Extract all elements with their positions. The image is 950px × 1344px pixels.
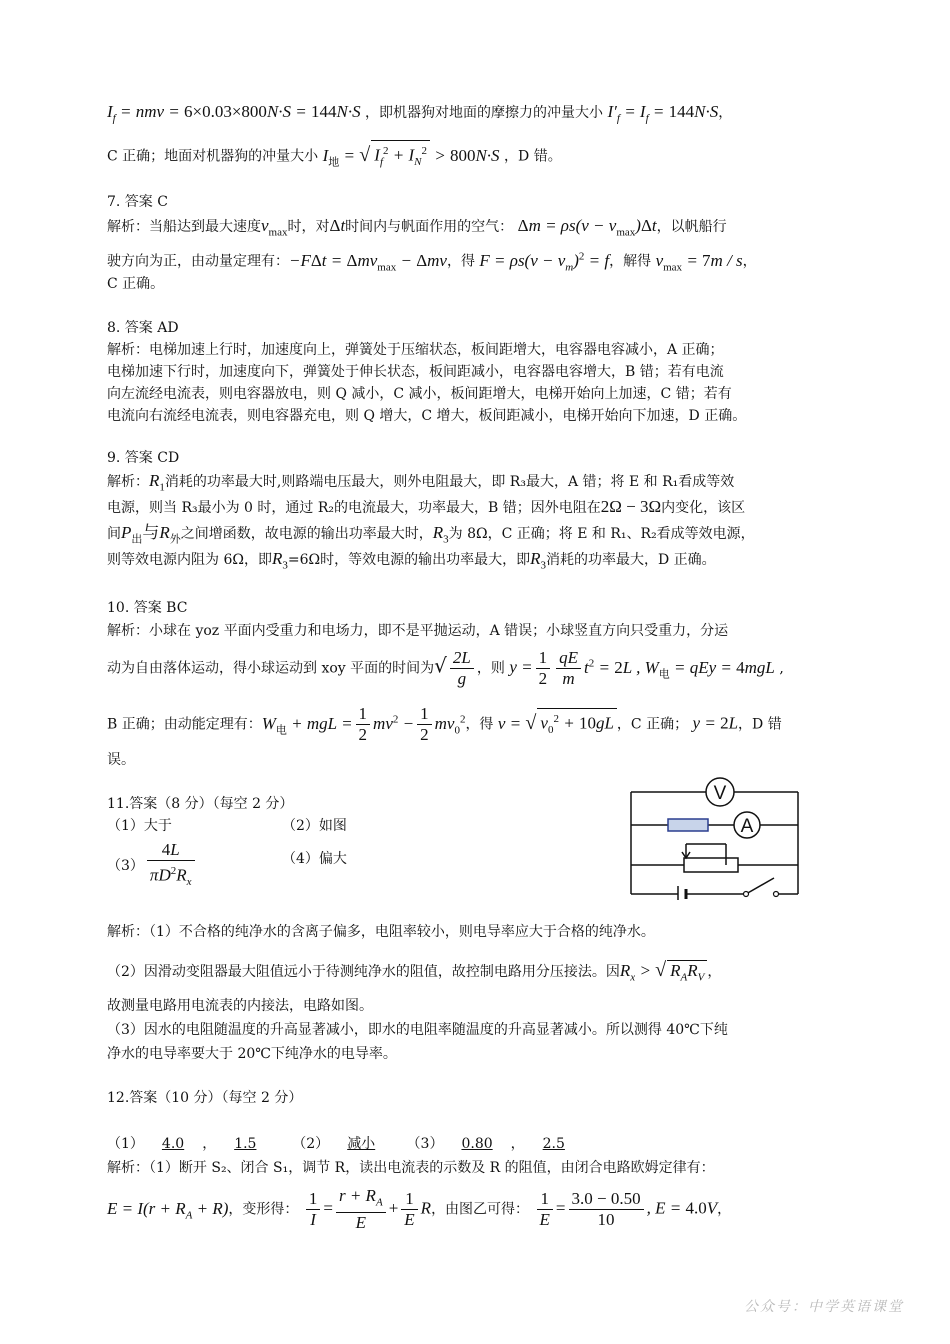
- q10-line-2: 动为自由落体运动，得小球运动到 xoy 平面的时间为√ $\frac{2L}{g}$ ，则 y = $\frac{1}{2}$ $\frac{qE}{m}$ $t^2 = 2L$ , $W_电$ = qEy = 4mgL ,: [107, 648, 784, 688]
- q8-header: 8. 答案 AD: [107, 320, 179, 336]
- q7-line-2: 驶方向为正，由动量定理有：−FΔt = Δmv$_{max}$ − Δmv，得 $F = \rho s(v - v_m)^2 = f$，解得 $v_{max} = 7m / s$，: [107, 250, 757, 274]
- q9-line-3: 间$P_出$与$R_外$之间增函数，故电源的输出功率最大时，$R_3$为 8Ω，C 正确；将 E 和 R₁、R₂看成等效电源，: [107, 523, 755, 546]
- q8-line-3: 向左流经电流表，则电容器放电，则 Q 减小，C 减小，板间距增大，电梯开始向上加速，C 错；若有: [107, 386, 732, 402]
- q7-line-3: C 正确。: [107, 276, 165, 292]
- q11-expl-1: 解析：（1）不合格的纯净水的含离子偏多，电阻率较小，则电导率应大于合格的纯净水。: [107, 924, 655, 940]
- q6-line-1: $I_f$ = nmv = 6×0.03×800N·S = 144N·S ，即机器狗对地面的摩擦力的冲量大小 $I'_f = I_f = 144N\cdot S$，: [107, 102, 733, 125]
- watermark: 公众号：中学英语课堂: [744, 1299, 904, 1315]
- circuit-diagram: [626, 770, 806, 900]
- q9-line-1: 解析：$R_1$消耗的功率最大时,则路端电压最大，则外电阻最大，即 R₃最大，A 错；将 E 和 R₁看成等效: [107, 471, 735, 494]
- q11-expl-5: 净水的电导率要大于 20℃下纯净水的电导率。: [107, 1046, 397, 1062]
- q11-expl-4: （3）因水的电阻随温度的升高显著减小，即水的电阻率随温度的升高显著减小。所以测得 40℃下纯: [107, 1022, 728, 1038]
- q11-answer-1: （1）大于: [107, 818, 172, 834]
- q10-header: 10. 答案 BC: [107, 600, 188, 616]
- voltmeter-label: V: [713, 783, 727, 804]
- q11-expl-2: （2）因滑动变阻器最大阻值远小于待测纯净水的阻值，故控制电路用分压接法。因$R_x$ > √ $R_AR_V$ ，: [107, 960, 721, 987]
- q8-line-2: 电梯加速下行时，加速度向下，弹簧处于伸长状态，板间距减小，电容器电容增大，B 错；若有电流: [107, 364, 724, 380]
- q12-answers: （1） 4.0 ， 1.5 （2） 减小 （3） 0.80 ， 2.5: [107, 1136, 565, 1152]
- q11-answer-4: （4）偏大: [282, 851, 347, 867]
- q10-line-1: 解析：小球在 yoz 平面内受重力和电场力，即不是平抛运动，A 错误；小球竖直方向只受重力，分运: [107, 623, 729, 639]
- q11-header: 11.答案（8 分）（每空 2 分）: [107, 796, 294, 812]
- q11-expl-3: 故测量电路用电流表的内接法，电路如图。: [107, 998, 373, 1014]
- ammeter-label: A: [740, 816, 754, 837]
- q12-header: 12.答案（10 分）（每空 2 分）: [107, 1090, 303, 1106]
- q12-expl-2: $E = I(r + R_A + R)$，变形得： $\frac{1}{I}$ = $\frac{r + R_A}{E}$ + $\frac{1}{E}$ R，由图乙可得： $\frac{1}{E}$ = $\frac{3.0 - 0.50}{10}$ , E = 4.0V，: [107, 1186, 732, 1233]
- q8-line-1: 解析：电梯加速上行时，加速度向上，弹簧处于压缩状态，板间距增大，电容器电容减小，A 正确；: [107, 342, 724, 358]
- q8-line-4: 电流向右流经电流表，则电容器充电，则 Q 增大，C 增大，板间距减小，电梯开始向下加速，D 正确。: [107, 408, 747, 424]
- q10-line-4: 误。: [107, 752, 135, 768]
- q10-line-3: B 正确；由动能定理有：$W_电$ + mgL = $\frac{1}{2}$ $mv^2$ − $\frac{1}{2}$ $mv_0^2$，得 v = √ $v_0^2 + 10gL$ ，C 正确； y = 2L，D 错: [107, 704, 782, 744]
- q6-line-2: C 正确；地面对机器狗的冲量大小 $I_地$ = √ $I_f^2 + I_N^2 > 800N\cdot S$ ，D 错。: [107, 140, 562, 172]
- q11-answer-3: （3） $\frac{4L}{\pi D^2R_x}$: [107, 840, 198, 892]
- q9-header: 9. 答案 CD: [107, 450, 180, 466]
- q12-expl-1: 解析：（1）断开 S₂、闭合 S₁，调节 R，读出电流表的示数及 R 的阻值，由闭合电路欧姆定律有：: [107, 1160, 715, 1176]
- q7-line-1: 解析：当船达到最大速度$v_{max}$时，对Δt时间内与帆面作用的空气： $\Delta m = \rho s(v - v_{max})\Delta t$，以帆船行: [107, 216, 727, 239]
- q11-answer-2: （2）如图: [282, 818, 347, 834]
- resistor-element: [668, 819, 708, 831]
- q7-header: 7. 答案 C: [107, 194, 168, 210]
- q9-line-2: 电源，则当 R₃最小为 0 时，通过 R₂的电流最大，功率最大，B 错；因外电阻在2Ω − 3Ω内变化，该区: [107, 497, 746, 516]
- q9-line-4: 则等效电源内阻为 6Ω，即$R_3=6\Omega$时，等效电源的输出功率最大，即$R_3$消耗的功率最大，D 正确。: [107, 549, 716, 572]
